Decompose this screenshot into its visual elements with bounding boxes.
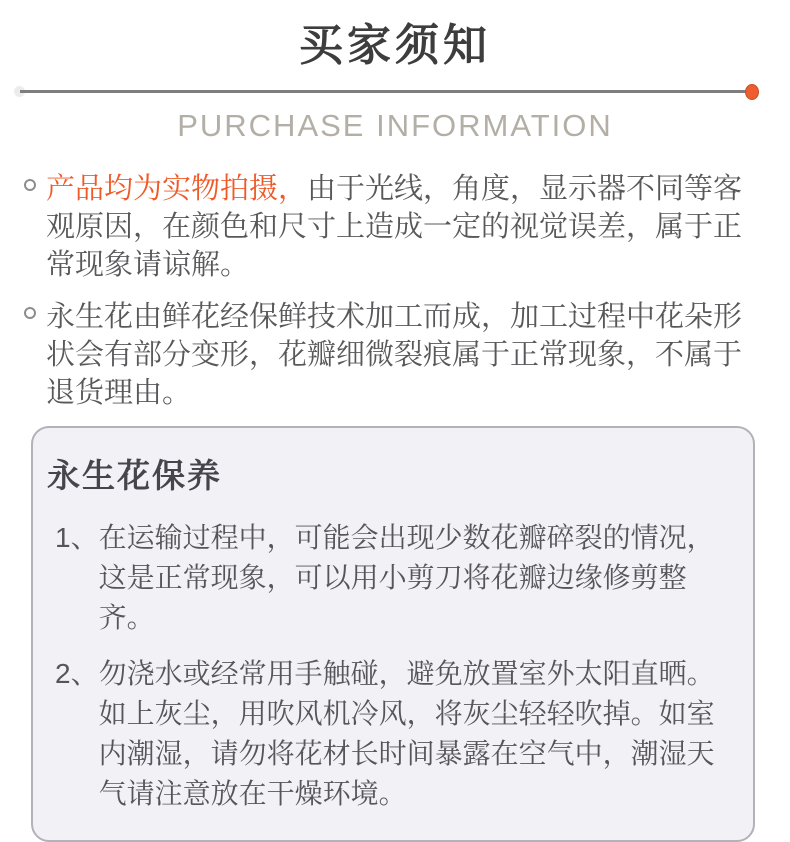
care-item-2 [55,654,733,814]
care-item-1 [55,518,733,638]
divider-orange-dot-icon [745,84,759,100]
page-title: 买家须知 [299,21,491,70]
purchase-information-panel [0,20,790,824]
divider-line [20,90,750,93]
care-item-number: 2、 [55,658,99,689]
notice-text [46,298,756,412]
notice-text-rest: 由于光线，角度，显示器不同等客观原因，在颜色和尺寸上造成一定的视觉误差，属于正常现象请谅解。 [46,173,743,281]
notice-text [46,170,756,284]
notice-item-photography [24,170,756,284]
notice-text-rest: 永生花由鲜花经保鲜技术加工而成，加工过程中花朵形状会有部分变形，花瓣细微裂痕属于正常现象，不属于退货理由。 [46,301,743,409]
title-divider [0,84,790,100]
care-item-text: 在运输过程中，可能会出现少数花瓣碎裂的情况，这是正常现象，可以用小剪刀将花瓣边缘修剪整齐。 [98,522,715,633]
bullet-circle-icon [24,298,46,412]
care-item-text: 勿浇水或经常用手触碰，避免放置室外太阳直晒。如上灰尘，用吹风机冷风，将灰尘轻轻吹掉。如室内潮湿，请勿将花材长时间暴露在空气中，潮湿天气请注意放在干燥环境。 [98,658,715,809]
notice-item-preserved-flower [24,298,756,412]
care-box-title: 永生花保养 [47,457,222,494]
care-instructions-box [31,426,755,842]
care-item-number: 1、 [55,522,99,553]
notice-list [24,170,756,412]
notice-highlight: 产品均为实物拍摄， [46,173,308,205]
bullet-circle-icon [24,170,46,284]
page-subtitle: PURCHASE INFORMATION [177,108,613,143]
